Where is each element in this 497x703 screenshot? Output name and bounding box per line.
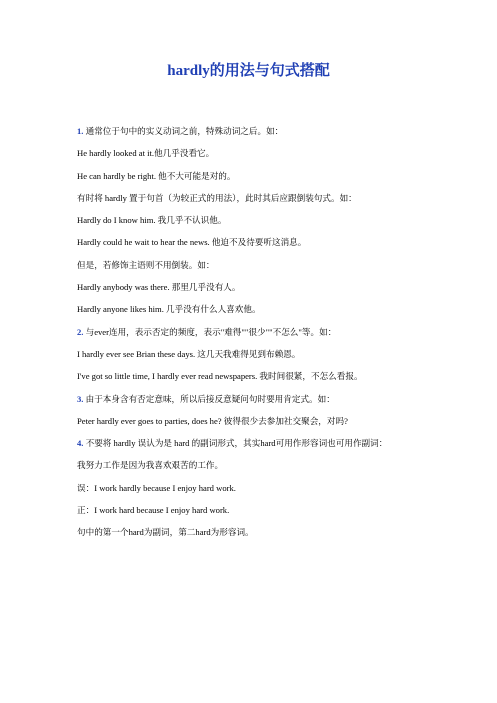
paragraph-line xyxy=(77,394,477,404)
paragraph-line xyxy=(77,126,477,136)
document-body xyxy=(77,126,477,550)
item-number: 3. xyxy=(77,393,84,404)
line-text: I've got so little time, I hardly ever read newspapers. 我时间很紧，不怎么看报。 xyxy=(77,371,363,382)
paragraph-line xyxy=(77,438,477,448)
paragraph-line xyxy=(77,349,477,359)
line-text: He can hardly be right. 他不大可能是对的。 xyxy=(77,170,236,181)
item-number: 2. xyxy=(77,326,84,337)
line-text: 误：I work hardly because I enjoy hard work. xyxy=(77,482,236,493)
line-text: 句中的第一个hard为副词，第二hard为形容词。 xyxy=(77,527,254,538)
line-text: 正：I work hard because I enjoy hard work. xyxy=(77,505,230,516)
item-number: 1. xyxy=(77,126,84,136)
paragraph-line xyxy=(77,483,477,493)
item-number: 4. xyxy=(77,438,84,449)
paragraph-line xyxy=(77,371,477,381)
line-text: Hardly anybody was there. 那里几乎没有人。 xyxy=(77,282,241,293)
line-text: Hardly do I know him. 我几乎不认识他。 xyxy=(77,215,227,226)
line-text: 与ever连用，表示否定的频度，表示"难得""很少""不怎么"等。如： xyxy=(83,326,337,337)
paragraph-line xyxy=(77,171,477,181)
paragraph-line xyxy=(77,505,477,515)
line-text: He hardly looked at it.他几乎没看它。 xyxy=(77,148,215,159)
paragraph-line xyxy=(77,327,477,337)
paragraph-line xyxy=(77,215,477,225)
line-text: 由于本身含有否定意味，所以后接反意疑问句时要用肯定式。如： xyxy=(83,393,335,404)
paragraph-line xyxy=(77,304,477,314)
line-text: 但是，若修饰主语则不用倒装。如： xyxy=(77,259,215,270)
paragraph-line xyxy=(77,237,477,247)
paragraph-line xyxy=(77,282,477,292)
line-text: Hardly anyone likes him. 几乎没有什么人喜欢他。 xyxy=(77,304,261,315)
line-text: I hardly ever see Brian these days. 这几天我难得见到布赖恩。 xyxy=(77,348,301,359)
paragraph-line xyxy=(77,260,477,270)
document-title: hardly的用法与句式搭配 xyxy=(167,63,330,79)
paragraph-line xyxy=(77,527,477,537)
paragraph-line xyxy=(77,148,477,158)
paragraph-line xyxy=(77,460,477,470)
paragraph-line xyxy=(77,416,477,426)
line-text: 有时将 hardly 置于句首（为较正式的用法），此时其后应跟倒装句式。如： xyxy=(77,192,357,203)
line-text: Hardly could he wait to hear the news. 他迫不及待要听这消息。 xyxy=(77,237,307,248)
line-text: 我努力工作是因为我喜欢艰苦的工作。 xyxy=(77,460,224,471)
line-text: 通常位于句中的实义动词之前，特殊动词之后。如： xyxy=(83,126,284,136)
paragraph-line xyxy=(77,193,477,203)
line-text: 不要将 hardly 误认为是 hard 的副词形式，其实hard可用作形容词也可用作副词： xyxy=(83,438,388,449)
line-text: Peter hardly ever goes to parties, does he? 彼得很少去参加社交聚会，对吗? xyxy=(77,415,348,426)
